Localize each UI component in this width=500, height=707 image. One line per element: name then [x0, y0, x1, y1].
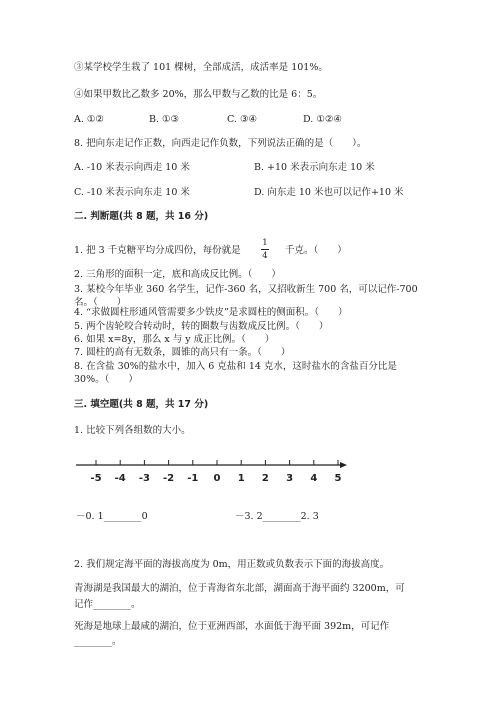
number-line — [0, 455, 500, 495]
number-line-tick-label: 1 — [237, 473, 245, 484]
judge-question-8: 8. 在含盐 30%的盐水中，加入 6 克盐和 14 克水，这时盐水的含盐百分比是 — [74, 361, 397, 372]
judge-question-8-cont: 30%。（ ） — [74, 374, 138, 385]
fraction-numerator: 1 — [262, 238, 268, 248]
dead-sea-line-1: 死海是地球上最咸的湖泊，位于亚洲西部，水面低于海平面 392m，可记作 — [74, 621, 390, 632]
choice-b: B. +10 米表示向东走 10 米 — [254, 162, 375, 173]
number-line-arrow-icon — [340, 462, 347, 468]
qinghai-lake-line-1: 青海湖是我国最大的湖泊，位于青海省东北部，湖面高于海平面约 3200m，可 — [74, 583, 405, 594]
choice-d: D. 向东走 10 米也可以记作+10 米 — [254, 187, 404, 198]
line-statement-4: ④如果甲数比乙数多 20%，那么甲数与乙数的比是 6：5。 — [74, 89, 323, 100]
judge-question-2: 2. 三角形的面积一定，底和高成反比例。（ ） — [74, 269, 281, 280]
judge-question-1: 1. 把 3 千克糖平均分成四份，每份就是 — [74, 245, 241, 256]
fill-question-1: 1. 比较下列各组数的大小。 — [74, 425, 191, 436]
judge-question-4: 4. “求做圆柱形通风管需要多少铁皮”是求圆柱的侧面积。（ ） — [74, 307, 348, 318]
number-line-tick-label: 5 — [334, 473, 342, 484]
fraction-bar — [261, 249, 269, 250]
choice-b: B. ①③ — [149, 114, 180, 125]
number-line-tick-label: -3 — [138, 473, 150, 484]
judge-question-3: 3. 某校今年毕业 360 名学生，记作-360 名，又招收新生 700 名，可以记作-700 — [74, 284, 418, 295]
section-title-judgement: 二. 判断题(共 8 题，共 16 分) — [74, 211, 209, 222]
number-line-tick-label: -2 — [163, 473, 175, 484]
judge-question-3-cont: 名。（ ） — [74, 297, 127, 308]
number-line-tick-label: -4 — [114, 473, 126, 484]
judge-question-7: 7. 圆柱的高有无数条，圆锥的高只有一条。（ ） — [74, 347, 291, 358]
line-statement-3: ③某学校学生栽了 101 棵树，全部成活，成活率是 101%。 — [74, 62, 328, 73]
number-line-tick-label: -1 — [187, 473, 199, 484]
dead-sea-line-2: ________。 — [74, 636, 122, 647]
compare-1: －0. 1________0 — [76, 511, 148, 522]
compare-2: －3. 2________2. 3 — [235, 511, 319, 522]
choice-d: D. ①②④ — [303, 114, 342, 125]
question-8: 8. 把向东走记作正数，向西走记作负数，下列说法正确的是（ ）。 — [74, 138, 367, 149]
number-line-tick-label: 0 — [213, 473, 221, 484]
number-line-tick-label: 2 — [261, 473, 269, 484]
choice-c: C. -10 米表示向东走 10 米 — [74, 187, 190, 198]
choice-c: C. ③④ — [227, 114, 258, 125]
fraction-denominator: 4 — [262, 251, 268, 261]
section-title-fill-blank: 三. 填空题(共 8 题，共 17 分) — [74, 399, 209, 410]
number-line-tick-label: -5 — [90, 473, 102, 484]
judge-question-6: 6. 如果 x=8y，那么 x 与 y 成正比例。（ ） — [74, 334, 275, 345]
judge-question-1-end: 千克。（ ） — [285, 245, 347, 256]
number-line-tick-label: 3 — [286, 473, 294, 484]
number-line-tick-label: 4 — [310, 473, 318, 484]
choice-a: A. -10 米表示向西走 10 米 — [74, 162, 190, 173]
judge-question-5: 5. 两个齿轮咬合转动时，转的圈数与齿数成反比例。（ ） — [74, 321, 329, 332]
fill-question-2: 2. 我们规定海平面的海拔高度为 0m，用正数或负数表示下面的海拔高度。 — [74, 559, 390, 570]
choice-a: A. ①② — [74, 114, 104, 125]
qinghai-lake-line-2: 记作________。 — [74, 599, 141, 610]
